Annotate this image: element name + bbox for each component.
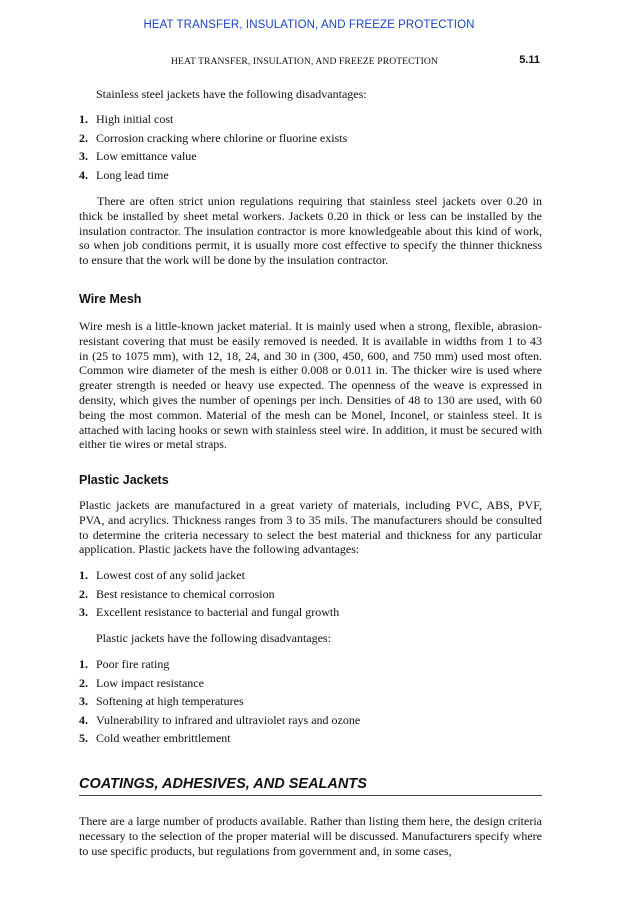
list-text: Cold weather embrittlement [96,731,231,746]
list-number: 5. [79,731,88,746]
folio-title: HEAT TRANSFER, INSULATION, AND FREEZE PROTECTION [171,56,438,67]
list-item [79,166,542,185]
list-item [79,566,542,585]
plastic-jackets-heading: Plastic Jackets [79,473,169,487]
plastic-disadvantages-list [79,655,542,748]
wire-mesh-block [79,319,542,452]
list-item [79,711,542,730]
list-text: Low emittance value [96,149,197,164]
list-number: 3. [79,149,88,164]
list-text: Lowest cost of any solid jacket [96,568,245,582]
list-text: Low impact resistance [96,675,204,690]
plastic-disadvantages-intro: Plastic jackets have the following disadvantages: [96,631,331,645]
list-number: 2. [79,586,88,601]
list-number: 1. [79,657,88,671]
list-text: Vulnerability to infrared and ultraviolet rays and ozone [96,712,361,727]
list-item [79,603,542,622]
list-number: 3. [79,694,88,709]
plastic-advantages-list [79,566,542,622]
coatings-section-title: COATINGS, ADHESIVES, AND SEALANTS [79,776,542,796]
list-item [79,129,542,148]
stainless-paragraph: There are often strict union regulations requiring that stainless steel jackets over 0.20 in thick be installed by sheet metal workers. Jackets 0.20 in thick or less can be installed by the insulation contractor. The insulation contractor is more knowledgeable about this kind of work, so when job conditions permit, it is usually more cost effective to specify the thinner thickness to ensure that the work will be done by the insulation contractor. [79,194,542,268]
list-text: Best resistance to chemical corrosion [96,586,275,601]
list-item [79,585,542,604]
list-number: 1. [79,568,88,582]
list-number: 2. [79,675,88,690]
stainless-intro: Stainless steel jackets have the following disadvantages: [96,87,367,101]
list-text: Excellent resistance to bacterial and fungal growth [96,605,340,620]
list-item [79,692,542,711]
wire-mesh-heading: Wire Mesh [79,292,142,306]
list-number: 4. [79,712,88,727]
wire-mesh-paragraph: Wire mesh is a little-known jacket material. It is mainly used when a strong, flexible, abrasion-resistant covering that must be easily removed is needed. It is available in widths from 1 to 43 in (25 to 1075 mm), with 12, 18, 24, and 30 in (300, 450, 600, and 750 mm) used most often. Common wire diameter of the mesh is either 0.008 or 0.011 in. The thicker wire is used where greater strength is needed or heavy use expected. The openness of the weave is expressed in density, which gives the number of openings per inch. Densities of 48 to 130 are used, with 60 being the most common. Material of the mesh can be Monel, Inconel, or stainless steel. It is attached with lacing hooks or sewn with stainless steel wire. In addition, it must be secured with either tie wires or metal straps. [79,319,542,452]
list-number: 2. [79,130,88,145]
plastic-jackets-paragraph: Plastic jackets are manufactured in a great variety of materials, including PVC, ABS, PVF, PVA, and acrylics. Thickness ranges from 3 to 35 mils. The manufacturers should be consulted to determine the criteria necessary to select the best material and thickness for any particular application. Plastic jackets have the following advantages: [79,498,542,557]
list-text: Long lead time [96,167,169,182]
coatings-paragraph: There are a large number of products available. Rather than listing them here, the design criteria necessary to the selection of the proper material will be discussed. Manufacturers specify where to use specific products, but regulations from government and, in some cases, [79,814,542,858]
list-item [79,729,542,748]
coatings-block [79,814,542,858]
page-number: 5.11 [519,54,540,66]
running-head: HEAT TRANSFER, INSULATION, AND FREEZE PROTECTION [143,19,475,31]
list-number: 4. [79,167,88,182]
list-item [79,147,542,166]
folio-header [79,54,542,68]
list-text: High initial cost [96,112,174,126]
list-item [79,110,542,129]
list-item [79,655,542,674]
list-text: Softening at high temperatures [96,694,244,709]
list-number: 3. [79,605,88,620]
list-text: Poor fire rating [96,657,170,671]
plastic-jackets-block [79,498,542,557]
stainless-paragraph-block [79,194,542,268]
list-text: Corrosion cracking where chlorine or fluorine exists [96,130,348,145]
list-item [79,674,542,693]
stainless-disadvantages-list [79,110,542,184]
list-number: 1. [79,112,88,126]
